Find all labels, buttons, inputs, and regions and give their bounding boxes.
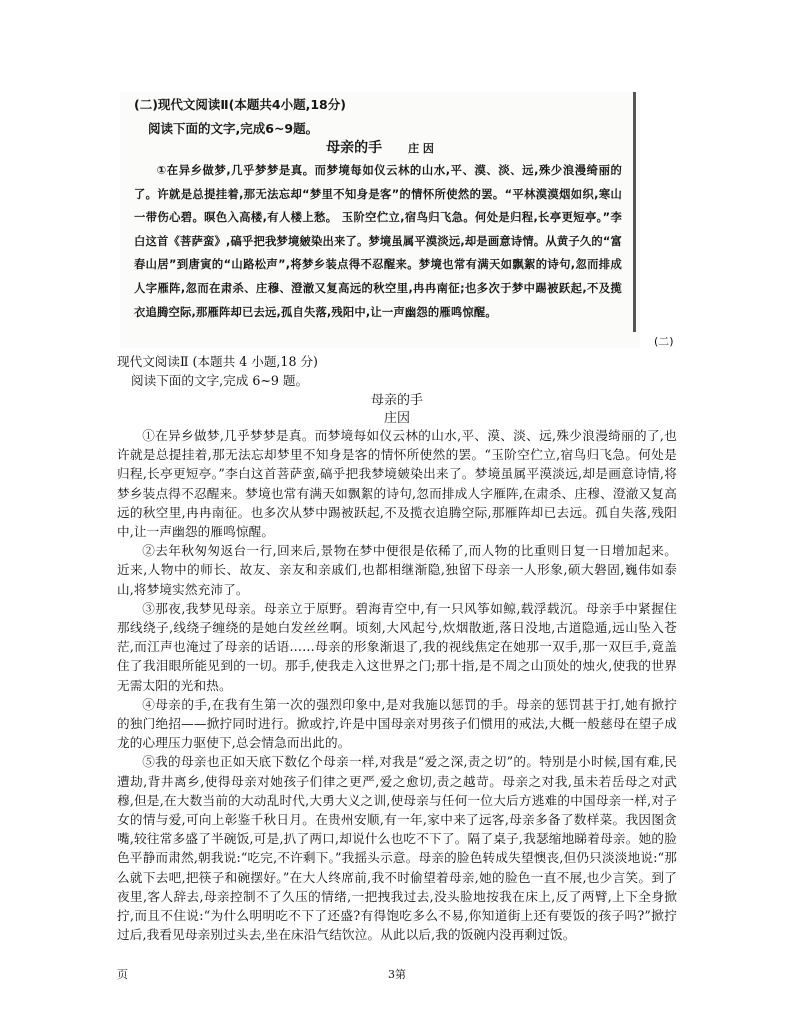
scanned-excerpt-image <box>120 92 640 348</box>
scan-title-line <box>120 137 640 157</box>
footer-page-number: 3第 <box>388 968 406 981</box>
article-paragraph-4: ④母亲的手,在我有生第一次的强烈印象中,是对我施以惩罚的手。母亲的惩罚甚于打,她有掀拧的独门绝招——掀拧同时进行。掀或拧,许是中国母亲对男孩子们惯用的戒法,大概一般慈母在望子成龙的心理压力驱使下,总会情急而出此的。 <box>117 696 677 751</box>
scan-instruction: 阅读下面的文字,完成6~9题。 <box>148 121 319 136</box>
section-instruction: 阅读下面的文字,完成 6~9 题。 <box>131 373 309 388</box>
article-title: 母亲的手 <box>370 393 423 408</box>
scan-border-line <box>633 92 636 332</box>
article-paragraph-2: ②去年秋匆匆返台一行,回来后,景物在梦中便很是依稀了,而人物的比重则日复一日增加起来。近来,人物中的师长、故友、亲友和亲戚们,也都相继渐隐,独留下母亲一人形象,硕大磐固,巍伟如泰山,将梦境实然充沛了。 <box>117 543 677 597</box>
scan-paragraph: ①在异乡做梦,几乎梦梦是真。而梦境每如仪云林的山水,平、漠、淡、远,殊少浪漫绮丽的了。许就是总提挂着,那无法忘却“梦里不知身是客”的情怀所使然的罢。“平林漠漠烟如织,寒山一带伤心碧。暝色入高楼,有人楼上愁。 玉阶空伫立,宿鸟归飞急。何处是归程,长亭更短亭。”李白这首《菩萨蛮》,碻乎把我梦境皴染出来了。梦境虽属平漠淡远,却是画意诗情。从黄子久的“富春山居”到唐寅的“山路松声”,将梦乡装点得不忍醒来。梦境也常有满天如飘絮的诗句,忽而排成人字雁阵,忽而在肃杀、庄穆、澄澈又复高远的秋空里,冉冉南征;也多次于梦中踢被跃起,不及揽衣追腾空际,那雁阵却已去远,孤自失落,残阳中,让一声幽怨的雁鸣惊醒。 <box>134 164 622 319</box>
article-author: 庄因 <box>383 411 410 426</box>
article-body <box>117 426 677 944</box>
footer-page-label: 页 <box>117 968 128 981</box>
section-heading: 现代文阅读Ⅱ (本题共 4 小题,18 分) <box>117 354 318 369</box>
scan-author: 庄 因 <box>408 142 434 155</box>
article-paragraph-5: ⑤我的母亲也正如天底下数亿个母亲一样,对我是“爱之深,责之切”的。特别是小时候,国有难,民遭劫,背井离乡,使得母亲对她孩子们律之更严,爱之愈切,责之越苛。母亲之对我,虽未若岳母之对武穆,但是,在大数当前的大动乱时代,大勇大义之训,使母亲与任何一位大后方逃难的中国母亲一样,对子女的情与爱,可向上彰鉴千秋日月。在贵州安顺,有一年,家中来了远客,母亲多备了数样菜。我因图贪嘴,较往常多盛了半碗饭,可是,扒了两口,却说什么也吃不下了。隔了桌子,我瑟缩地睇着母亲。她的脸色平静而肃然,朝我说:“吃完,不许剩下。”我摇头示意。母亲的脸色转成失望懊丧,但仍只淡淡地说:“那么就下去吧,把筷子和碗摆好。”在大人终席前,我不时偷望着母亲,她的脸色一直不展,也少言笑。到了夜里,客人辞去,母亲控制不了久压的情绪,一把拽我过去,没头脸地按我在床上,反了两臂,上下全身掀拧,而且不住说:“为什么明明吃不下了还盛?有得饱吃多么不易,你知道街上还有要饭的孩子吗?”掀拧过后,我看见母亲别过头去,坐在床沿气结饮泣。从此以后,我的饭碗内没再剩过饭。 <box>117 754 677 943</box>
article-paragraph-3: ③那夜,我梦见母亲。母亲立于原野。碧海青空中,有一只风筝如鲸,载浮载沉。母亲手中紧握住那线绕子,线绕子缠绕的是她白发丝丝啊。顷刻,大风起兮,炊烟散逝,落日没地,古道隐遁,远山坠入苍茫,而江声也淹过了母亲的话语……母亲的形象渐退了,我的视线焦定在她那一双手,那一双巨手,竟盖住了我泪眼所能见到的一切。那手,使我走入这世界之门;那十指,是不周之山顶处的烛火,使我的世界无需太阳的光和热。 <box>117 600 677 693</box>
scan-title: 母亲的手 <box>326 140 383 156</box>
article-paragraph-1: ①在异乡做梦,几乎梦梦是真。而梦境每如仪云林的山水,平、漠、淡、远,殊少浪漫绮丽的了,也许就是总提挂着,那无法忘却梦里不知身是客的情怀所使然的罢。“玉阶空伫立,宿鸟归飞急。何处是归程,长亭更短亭。”李白这首菩萨蛮,碻乎把我梦境皴染出来了。梦境虽属平漠淡远,却是画意诗情,将梦乡装点得不忍醒来。梦境也常有满天如飘絮的诗句,忽而排成人字雁阵,在肃杀、庄穆、澄澈又复高远的秋空里,冉冉南征。也多次从梦中踢被跃起,不及揽衣追腾空际,那雁阵却已去远。孤自失落,残阳中,让一声幽怨的雁鸣惊醒。 <box>117 428 677 540</box>
scan-section-header: (二)现代文阅读Ⅱ(本题共4小题,18分) <box>134 97 346 112</box>
side-label: (二) <box>654 335 674 348</box>
